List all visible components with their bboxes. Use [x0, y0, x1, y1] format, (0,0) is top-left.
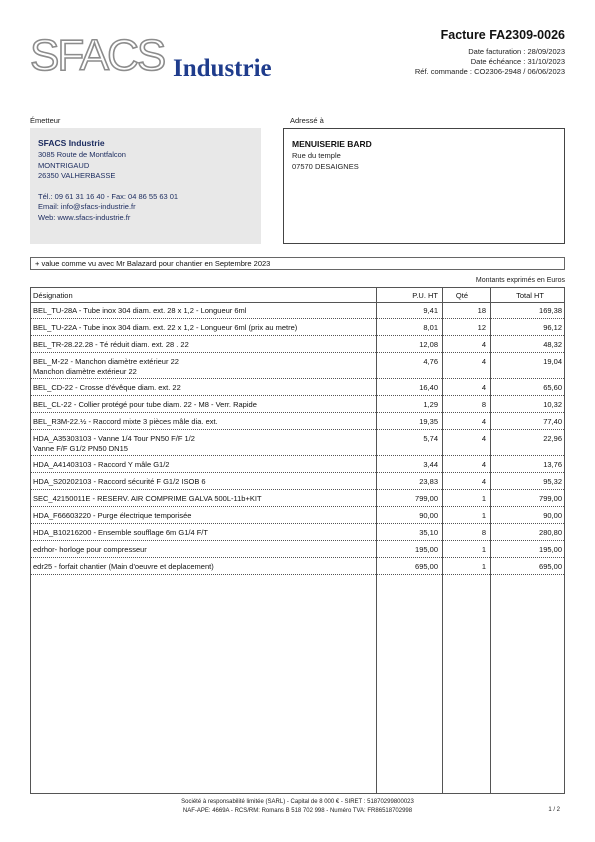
row-total: 22,96 — [543, 434, 562, 443]
invoice-order-ref: Réf. commande : CO2306-2948 / 06/06/2023 — [414, 67, 565, 76]
footer — [0, 798, 595, 816]
row-unit-price: 16,40 — [419, 383, 438, 392]
row-total: 90,00 — [543, 511, 562, 520]
invoice-title: Facture FA2309-0026 — [440, 28, 565, 42]
row-total: 195,00 — [539, 545, 562, 554]
row-designation — [33, 383, 373, 393]
designation-line: HDA_A35303103 - Vanne 1/4 Tour PN50 F/F 1/2 — [33, 434, 195, 443]
footer-legal-line: Société à responsabilité limitée (SARL) - Capital de 8 000 € - SIRET : 51870299800023 — [181, 799, 414, 805]
row-total: 695,00 — [539, 562, 562, 571]
recipient-box — [283, 128, 565, 244]
table-row — [31, 319, 564, 336]
table-body — [31, 302, 564, 575]
row-quantity: 1 — [481, 494, 486, 503]
row-quantity: 4 — [481, 417, 486, 426]
sender-address-line: MONTRIGAUD — [38, 160, 90, 170]
header-quantity: Qté — [455, 291, 468, 300]
row-unit-price: 1,29 — [423, 400, 438, 409]
company-logo — [30, 30, 290, 82]
sender-address-line: 26350 VALHERBASSE — [38, 171, 116, 180]
row-unit-price: 90,00 — [419, 511, 438, 520]
table-row — [31, 507, 564, 524]
row-designation — [33, 460, 373, 470]
row-designation — [33, 528, 373, 538]
header-unit-price: P.U. HT — [412, 291, 438, 300]
row-quantity: 8 — [481, 528, 486, 537]
row-unit-price: 12,08 — [419, 340, 438, 349]
row-designation — [33, 417, 373, 427]
row-total: 13,76 — [543, 460, 562, 469]
table-row — [31, 456, 564, 473]
designation-line: BEL_CL-22 - Collier protégé pour tube diam. 22 - M8 - Verr. Rapide — [33, 400, 257, 409]
designation-line: BEL_R3M-22.½ - Raccord mixte 3 pièces mâle dia. ext. — [33, 417, 218, 426]
row-total: 48,32 — [543, 340, 562, 349]
row-quantity: 4 — [481, 357, 486, 366]
row-quantity: 4 — [481, 340, 486, 349]
logo-main-text: SFACS — [30, 31, 165, 80]
recipient-address-line: 07570 DESAIGNES — [292, 161, 359, 171]
table-row — [31, 541, 564, 558]
row-designation — [33, 511, 373, 521]
invoice-date: Date facturation : 28/09/2023 — [468, 47, 565, 56]
table-row — [31, 336, 564, 353]
row-unit-price: 19,35 — [419, 417, 438, 426]
sender-email[interactable]: Email: info@sfacs-industrie.fr — [38, 202, 136, 211]
row-total: 95,32 — [543, 477, 562, 486]
designation-line: Vanne F/F G1/2 PN50 DN15 — [33, 444, 128, 453]
row-unit-price: 5,74 — [423, 434, 438, 443]
designation-line: edrhor- horloge pour compresseur — [33, 545, 147, 554]
designation-line: edr25 - forfait chantier (Main d'oeuvre et deplacement) — [33, 562, 214, 571]
table-row — [31, 302, 564, 319]
row-unit-price: 23,83 — [419, 477, 438, 486]
row-quantity: 1 — [481, 562, 486, 571]
sender-name: SFACS Industrie — [38, 138, 105, 148]
row-total: 19,04 — [543, 357, 562, 366]
row-unit-price: 8,01 — [423, 323, 438, 332]
row-unit-price: 9,41 — [423, 306, 438, 315]
row-unit-price: 195,00 — [415, 545, 438, 554]
recipient-address-line: Rue du temple — [292, 151, 341, 160]
page-number: 1 / 2 — [548, 807, 560, 813]
designation-line: BEL_TU-22A - Tube inox 304 diam. ext. 22 x 1,2 - Longueur 6ml (prix au metre) — [33, 323, 298, 332]
designation-line: HDA_A41403103 - Raccord Y mâle G1/2 — [33, 460, 170, 469]
table-row — [31, 490, 564, 507]
row-quantity: 4 — [481, 383, 486, 392]
designation-line: HDA_S20202103 - Raccord sécurité F G1/2 ISOB 6 — [33, 477, 206, 486]
row-quantity: 4 — [481, 434, 486, 443]
row-total: 280,80 — [539, 528, 562, 537]
table-row — [31, 524, 564, 541]
table-row — [31, 430, 564, 456]
designation-line: BEL_M-22 - Manchon diamètre extérieur 22 — [33, 357, 179, 366]
row-designation — [33, 323, 373, 333]
row-designation — [33, 306, 373, 316]
row-total: 65,60 — [543, 383, 562, 392]
row-unit-price: 799,00 — [415, 494, 438, 503]
row-designation — [33, 545, 373, 555]
invoice-meta — [415, 47, 565, 77]
row-designation — [33, 400, 373, 410]
sender-label: Émetteur — [30, 116, 61, 125]
footer-registration-line: NAF-APE: 4669A - RCS/RM: Romans B 518 702 998 - Numéro TVA: FR86518702998 — [182, 808, 413, 814]
row-unit-price: 3,44 — [423, 460, 438, 469]
row-designation — [33, 357, 373, 377]
sender-phone: Tél.: 09 61 31 16 40 - Fax: 04 86 55 63 01 — [38, 191, 179, 201]
row-quantity: 4 — [481, 460, 486, 469]
header-total: Total HT — [516, 291, 544, 300]
row-designation — [33, 477, 373, 487]
recipient-label: Adressé à — [290, 116, 324, 125]
row-unit-price: 695,00 — [415, 562, 438, 571]
sender-box — [30, 128, 261, 244]
designation-line: BEL_TR-28.22.28 - Té réduit diam. ext. 28 . 22 — [33, 340, 189, 349]
recipient-name: MENUISERIE BARD — [292, 139, 372, 149]
row-total: 169,38 — [539, 306, 562, 315]
designation-line: HDA_F66603220 - Purge électrique temporisée — [33, 511, 192, 520]
row-quantity: 12 — [477, 323, 486, 332]
currency-note: Montants exprimés en Euros — [475, 277, 565, 284]
row-designation — [33, 340, 373, 350]
row-designation — [33, 434, 373, 454]
row-quantity: 8 — [481, 400, 486, 409]
logo-sub-text: Industrie — [173, 55, 272, 82]
invoice-due-date: Date échéance : 31/10/2023 — [470, 57, 565, 66]
row-total: 799,00 — [539, 494, 562, 503]
row-quantity: 4 — [481, 477, 486, 486]
row-total: 96,12 — [543, 323, 562, 332]
row-total: 77,40 — [543, 417, 562, 426]
table-row — [31, 558, 564, 575]
table-row — [31, 413, 564, 430]
row-unit-price: 35,10 — [419, 528, 438, 537]
invoice-note: + value comme vu avec Mr Balazard pour chantier en Septembre 2023 — [30, 257, 565, 270]
row-quantity: 1 — [481, 511, 486, 520]
designation-line: BEL_CD-22 - Crosse d'évêque diam. ext. 22 — [33, 383, 181, 392]
header-designation: Désignation — [33, 291, 73, 300]
table-row — [31, 379, 564, 396]
row-quantity: 18 — [477, 306, 486, 315]
designation-line: Manchon diamètre extérieur 22 — [33, 367, 137, 376]
row-total: 10,32 — [543, 400, 562, 409]
table-row — [31, 353, 564, 379]
designation-line: BEL_TU-28A - Tube inox 304 diam. ext. 28 x 1,2 - Longueur 6ml — [33, 306, 247, 315]
sender-address-line: 3085 Route de Montfalcon — [38, 150, 126, 159]
row-designation — [33, 562, 373, 572]
row-quantity: 1 — [481, 545, 486, 554]
designation-line: HDA_B10216200 - Ensemble soufflage 6m G1/4 F/T — [33, 528, 208, 537]
row-designation — [33, 494, 373, 504]
table-row — [31, 473, 564, 490]
row-unit-price: 4,76 — [423, 357, 438, 366]
table-header — [31, 288, 564, 303]
designation-line: SEC_42150011E - RESERV. AIR COMPRIME GALVA 500L-11b+KIT — [33, 494, 262, 503]
invoice-table — [30, 287, 565, 794]
table-row — [31, 396, 564, 413]
sender-web[interactable]: Web: www.sfacs-industrie.fr — [38, 212, 131, 222]
